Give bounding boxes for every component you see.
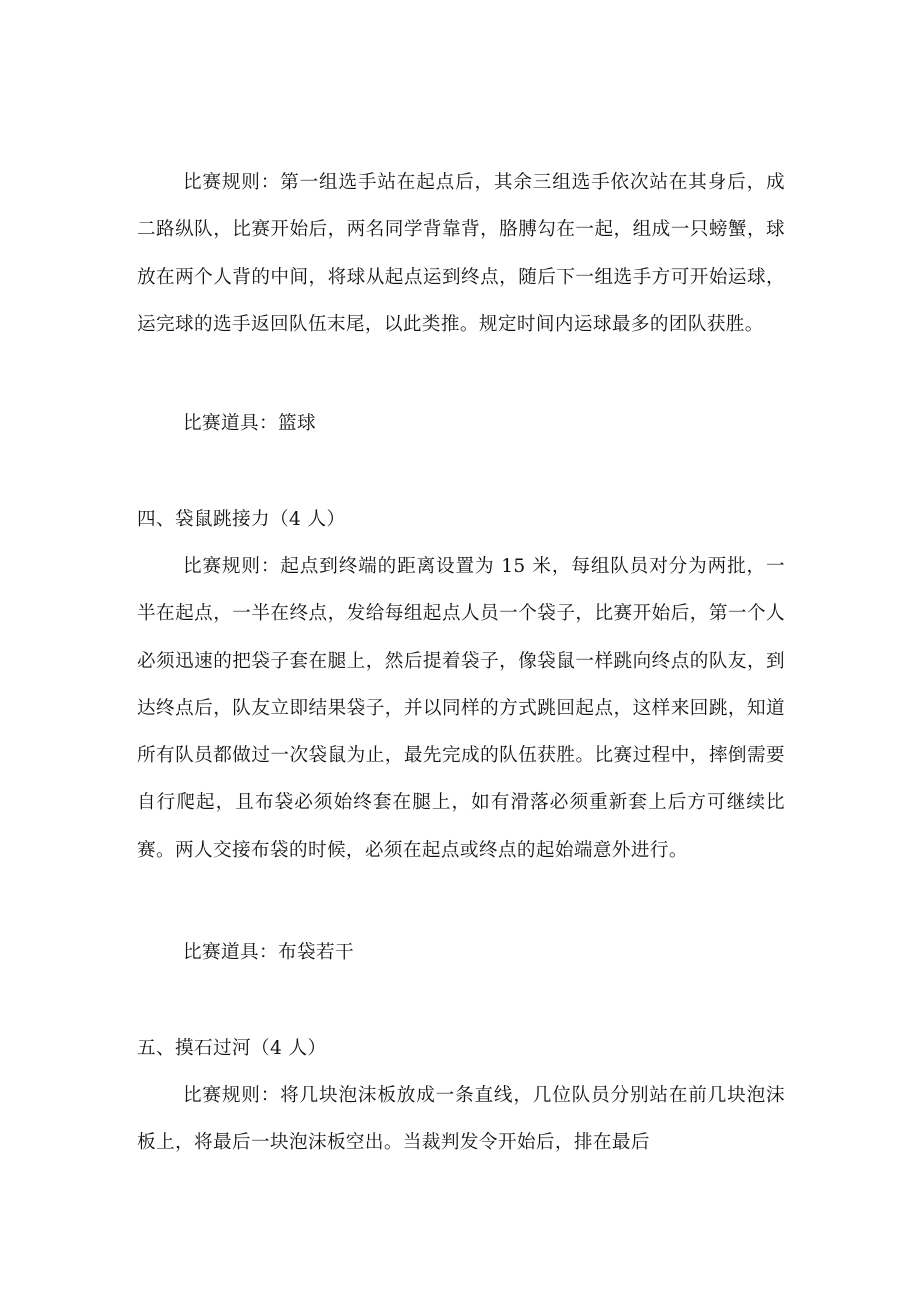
section5-rules-paragraph: 比赛规则：将几块泡沫板放成一条直线，几位队员分别站在前几块泡沫板上，将最后一块泡沫板空出。当裁判发令开始后，排在最后	[137, 1085, 785, 1154]
section3-rules-paragraph: 比赛规则：第一组选手站在起点后，其余三组选手依次站在其身后，成二路纵队，比赛开始后，两名同学背靠背，胳膊勾在一起，组成一只螃蟹，球放在两个人背的中间，将球从起点运到终点，随后下一组选手方可开始运球，运完球的选手返回队伍末尾，以此类推。规定时间内运球最多的团队获胜。	[137, 172, 785, 335]
section4-rules-paragraph: 比赛规则：起点到终端的距离设置为 15 米，每组队员对分为两批，一半在起点，一半在终点，发给每组起点人员一个袋子，比赛开始后，第一个人必须迅速的把袋子套在腿上，然后提着袋子，像袋鼠一样跳向终点的队友，到达终点后，队友立即结果袋子，并以同样的方式跳回起点，这样来回跳，知道所有队员都做过一次袋鼠为止，最先完成的队伍获胜。比赛过程中，摔倒需要自行爬起，且布袋必须始终套在腿上，如有滑落必须重新套上后方可继续比赛。两人交接布袋的时候，必须在起点或终点的起始端意外进行。	[137, 556, 785, 861]
section4-props-line: 比赛道具：布袋若干	[183, 942, 354, 963]
section5-heading: 五、摸石过河（4 人）	[137, 1038, 327, 1059]
section3-props-line: 比赛道具：篮球	[183, 413, 316, 434]
section4-heading: 四、袋鼠跳接力（4 人）	[137, 509, 346, 530]
